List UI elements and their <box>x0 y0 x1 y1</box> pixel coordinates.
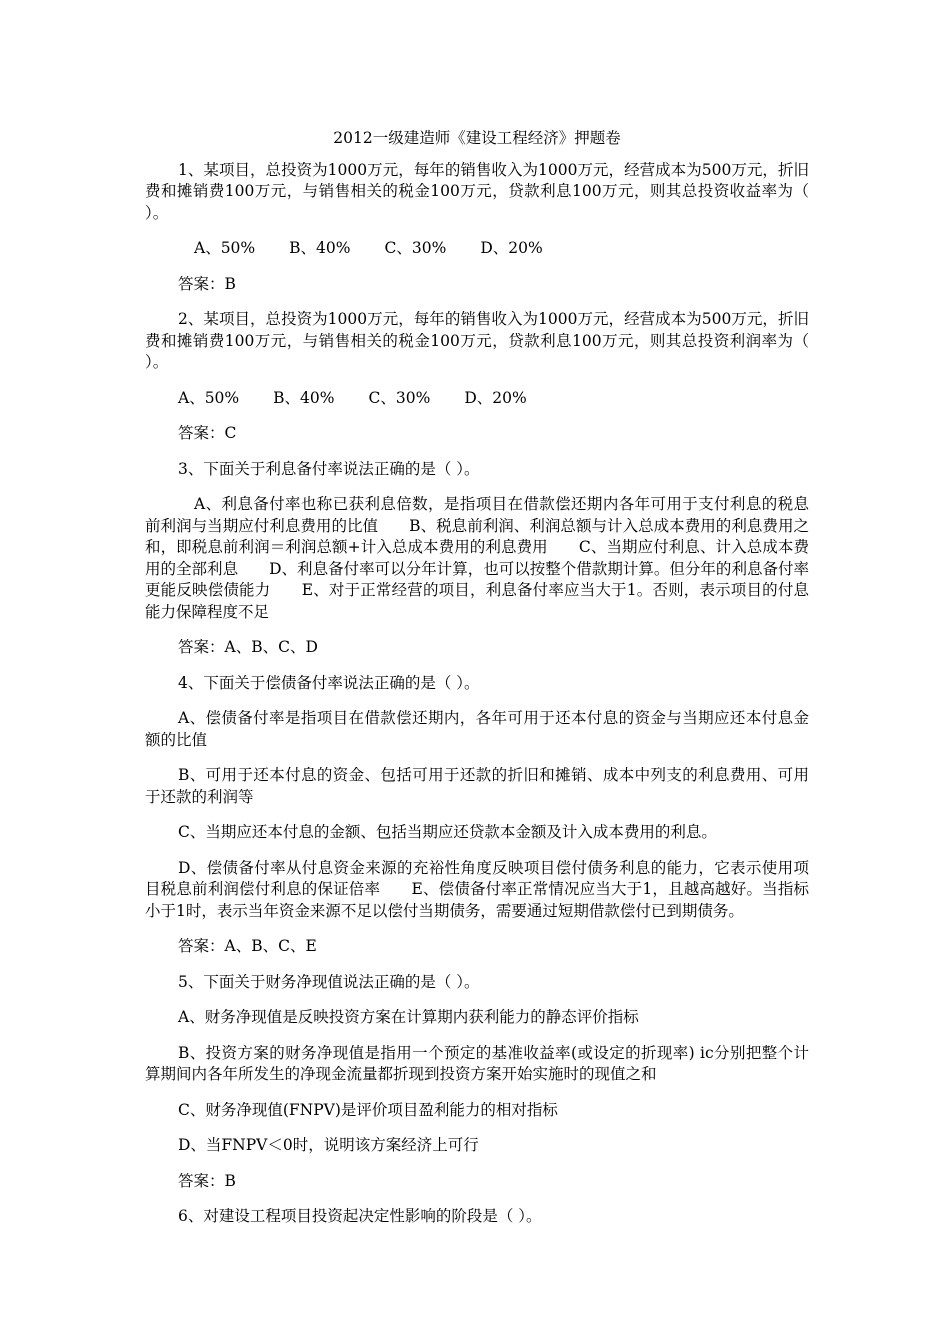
question-5-answer: 答案：B <box>178 1171 236 1190</box>
question-2-options <box>145 388 809 410</box>
question-5-option-a: A、财务净现值是反映投资方案在计算期内获利能力的静态评价指标 <box>178 1008 639 1026</box>
question-3-options: A、利息备付率也称已获利息倍数，是指项目在借款偿还期内各年可用于支付利息的税息前利润与当期应付利息费用的比值 B、税息前利润、利润总额与计入总成本费用的利息费用之和，即税息前利润＝利润总额+计入总成本费用的利息费用 C、当期应付利息、计入总成本费用的全部利息 D、利息备付率可以分年计算，也可以按整个借款期计算。但分年的利息备付率更能反映偿债能力 E、对于正常经营的项目，利息备付率应当大于1。否则，表示项目的付息能力保障程度不足 <box>145 495 809 621</box>
question-3-stem: 3、下面关于利息备付率说法正确的是（ ）。 <box>178 459 480 478</box>
question-4-answer: 答案：A、B、C、E <box>178 937 317 955</box>
question-5-option-d: D、当FNPV＜0时，说明该方案经济上可行 <box>178 1136 479 1154</box>
question-3-answer: 答案：A、B、C、D <box>178 638 318 656</box>
question-4-option-b: B、可用于还本付息的资金、包括可用于还款的折旧和摊销、成本中列支的利息费用、可用于还款的利润等 <box>145 766 809 806</box>
question-5-option-c: C、财务净现值(FNPV)是评价项目盈利能力的相对指标 <box>178 1100 558 1119</box>
question-2-option-d: D、20% <box>464 388 527 407</box>
question-2-stem: 2、某项目，总投资为1000万元，每年的销售收入为1000万元，经营成本为500万元，折旧费和摊销费100万元，与销售相关的税金100万元，贷款利息100万元，则其总投资利润率为（ ）。 <box>145 310 809 371</box>
question-5-option-b: B、投资方案的财务净现值是指用一个预定的基准收益率(或设定的折现率) ic分别把整个计算期间内各年所发生的净现金流量都折现到投资方案开始实施时的现值之和 <box>145 1043 809 1083</box>
document-title: 2012一级建造师《建设工程经济》押题卷 <box>333 129 621 147</box>
document-content <box>145 128 809 1242</box>
question-2-answer: 答案：C <box>178 424 237 442</box>
question-4-option-d-e: D、偿债备付率从付息资金来源的充裕性角度反映项目偿付债务利息的能力，它表示使用项目税息前利润偿付利息的保证倍率 E、偿债备付率正常情况应当大于1，且越高越好。当指标小于1时，表示当年资金来源不足以偿付当期债务，需要通过短期借款偿付已到期债务。 <box>145 858 809 920</box>
question-1-stem: 1、某项目，总投资为1000万元，每年的销售收入为1000万元，经营成本为500万元，折旧费和摊销费100万元，与销售相关的税金100万元，贷款利息100万元，则其总投资收益率为（ ）。 <box>145 160 809 222</box>
question-1-option-b: B、40% <box>289 239 351 257</box>
question-5-stem: 5、下面关于财务净现值说法正确的是（ ）。 <box>178 972 480 991</box>
question-1-option-c: C、30% <box>384 239 447 257</box>
question-2-option-a: A、50% <box>178 388 240 407</box>
question-1-option-d: D、20% <box>480 239 543 257</box>
question-1-options <box>145 238 809 260</box>
question-1-answer: 答案：B <box>178 274 236 293</box>
question-4-stem: 4、下面关于偿债备付率说法正确的是（ ）。 <box>178 673 480 692</box>
question-1-option-a: A、50% <box>194 239 256 257</box>
question-2-option-b: B、40% <box>273 388 335 407</box>
question-4-option-c: C、当期应还本付息的金额、包括当期应还贷款本金额及计入成本费用的利息。 <box>178 823 717 841</box>
question-6-stem: 6、对建设工程项目投资起决定性影响的阶段是（ ）。 <box>178 1207 542 1225</box>
question-2-option-c: C、30% <box>368 388 431 407</box>
question-4-option-a: A、偿债备付率是指项目在借款偿还期内，各年可用于还本付息的资金与当期应还本付息金额的比值 <box>145 709 809 749</box>
